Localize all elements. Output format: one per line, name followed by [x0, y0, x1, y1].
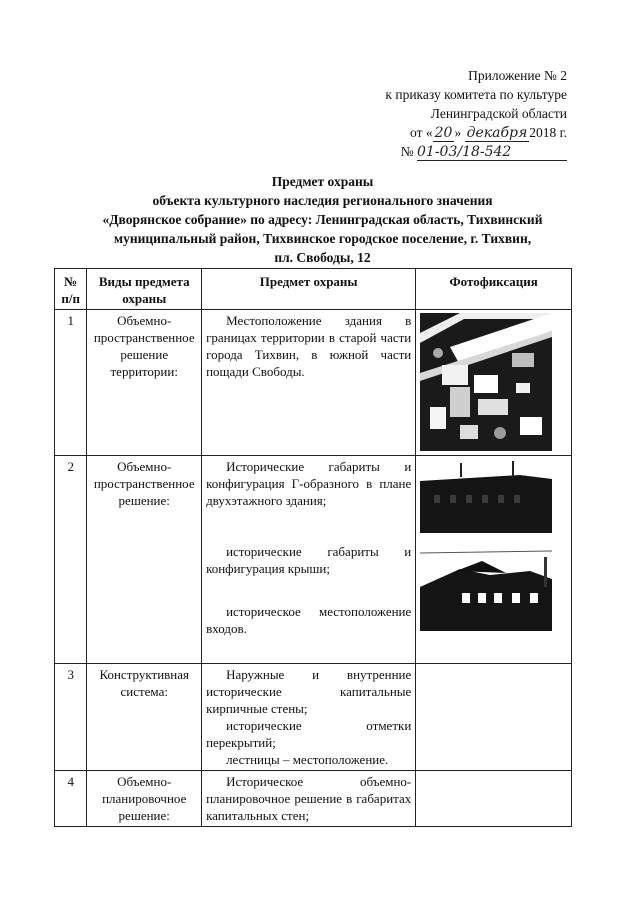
- subject-paragraph: Местоположение здания в границах территории в старой части города Тихвин, в южной части пощади Свободы.: [206, 313, 412, 379]
- row-num: 4: [55, 771, 87, 827]
- aerial-photo-image: [420, 313, 552, 451]
- appendix-number: [385, 142, 567, 161]
- header-subject: Предмет охраны: [202, 269, 416, 310]
- header-photo: Фотофиксация: [416, 269, 572, 310]
- document-heading: [40, 172, 605, 267]
- appendix-order-ref: к приказу комитета по культуре: [385, 87, 567, 102]
- heading-line-4: муниципальный район, Тихвинское городское поселение, г. Тихвин,: [113, 231, 532, 246]
- row-kind: Конструктивная система:: [87, 664, 202, 771]
- date-sep: »: [454, 125, 462, 140]
- row-num: 2: [55, 456, 87, 664]
- table-header-row: [55, 269, 572, 310]
- subject-paragraph: исторические отметки перекрытий;: [206, 718, 412, 750]
- appendix-block: [385, 66, 567, 161]
- number-prefix: №: [400, 144, 414, 159]
- table-row: [55, 310, 572, 456]
- date-day-handwritten: 20: [434, 125, 453, 141]
- subject-paragraph: лестницы – местоположение.: [226, 752, 389, 767]
- subject-paragraph: Наружные и внутренние исторические капитальные кирпичные стены;: [206, 667, 412, 716]
- row-subject: [202, 456, 416, 664]
- protection-subject-table: [54, 268, 572, 827]
- facade-photo-image: [420, 459, 552, 533]
- row-kind: Объемно-пространственное решение территории:: [87, 310, 202, 456]
- subject-paragraph: историческое местоположение входов.: [206, 604, 412, 636]
- table-row: [55, 771, 572, 827]
- header-num: № п/п: [55, 269, 87, 310]
- date-prefix: от «: [410, 125, 433, 140]
- subject-paragraph: Исторические габариты и конфигурация Г-образного в плане двухэтажного здания;: [206, 459, 412, 508]
- number-handwritten: 01-03/18-542: [417, 145, 567, 161]
- row-photo: [416, 310, 572, 456]
- row-kind: Объемно-пространственное решение:: [87, 456, 202, 664]
- row-photo: [416, 456, 572, 664]
- subject-paragraph: исторические габариты и конфигурация крыши;: [206, 544, 412, 576]
- appendix-title: Приложение № 2: [468, 68, 567, 83]
- row-num: 3: [55, 664, 87, 771]
- appendix-region: Ленинградской области: [430, 106, 567, 121]
- row-kind: Объемно-планировочное решение:: [87, 771, 202, 827]
- row-subject: [202, 664, 416, 771]
- row-subject: [202, 310, 416, 456]
- table-row: [55, 456, 572, 664]
- heading-title: Предмет охраны: [271, 174, 374, 189]
- appendix-date: [385, 123, 567, 142]
- date-month-handwritten: декабря: [466, 125, 528, 141]
- date-year: 2018 г.: [529, 125, 567, 140]
- row-photo: [416, 664, 572, 771]
- row-num: 1: [55, 310, 87, 456]
- row-photo: [416, 771, 572, 827]
- subject-paragraph: Историческое объемно-планировочное решение в габаритах капитальных стен;: [206, 774, 412, 823]
- table-row: [55, 664, 572, 771]
- heading-line-3: «Дворянское собрание» по адресу: Ленинградская область, Тихвинский: [102, 212, 543, 227]
- building-photo-image: [420, 547, 552, 631]
- heading-line-5: пл. Свободы, 12: [274, 250, 371, 265]
- header-kind: Виды предмета охраны: [87, 269, 202, 310]
- row-subject: [202, 771, 416, 827]
- heading-line-2: объекта культурного наследия регионального значения: [152, 193, 493, 208]
